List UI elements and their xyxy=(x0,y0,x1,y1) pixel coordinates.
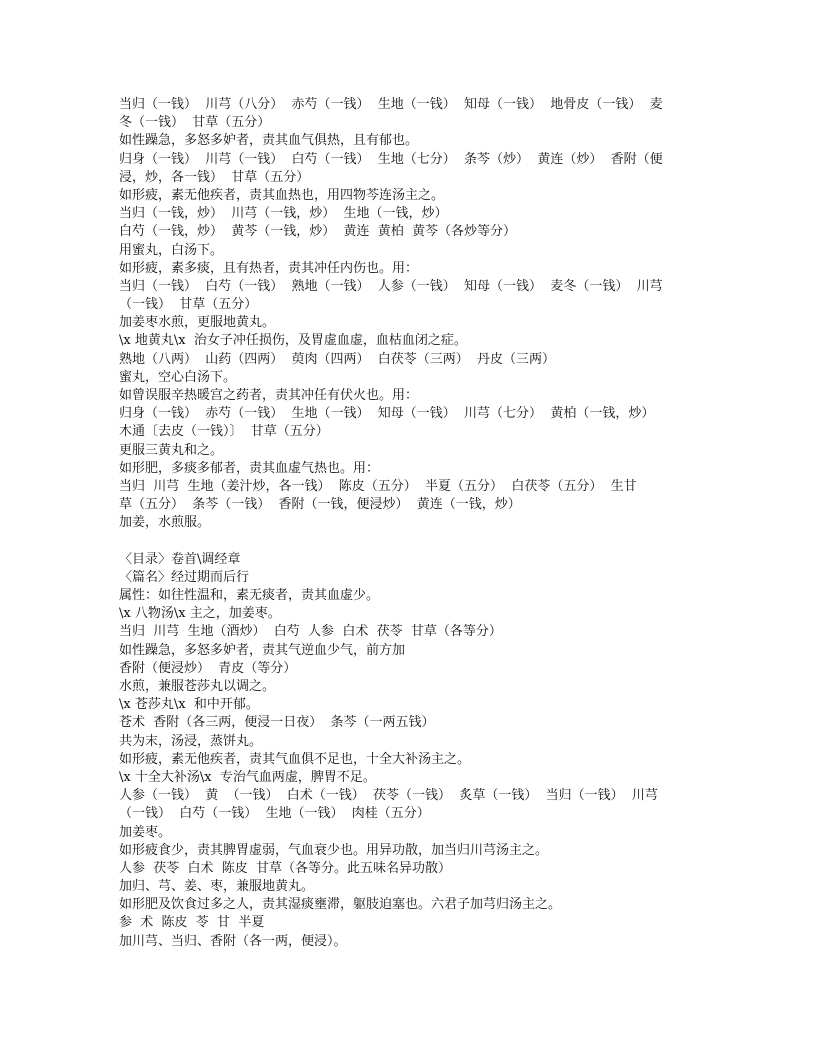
text-line: 参 术 陈皮 苓 甘 半夏 xyxy=(119,915,265,931)
text-line: 当归（一钱，炒） 川芎（一钱，炒） 生地（一钱，炒） xyxy=(119,206,448,222)
text-line: 当归（一钱） 白芍（一钱） 熟地（一钱） 人参（一钱） 知母（一钱） 麦冬（一钱） 川芎 xyxy=(119,278,663,294)
text-line: 冬（一钱） 甘草（五分） xyxy=(119,115,271,131)
text-line: 属性：如往性温和，素无痰者，责其血虚少。 xyxy=(119,588,380,604)
text-line: 人参 茯苓 白术 陈皮 甘草（各等分。此五味名异功散） xyxy=(119,860,452,876)
text-line: 归身（一钱） 川芎（一钱） 白芍（一钱） 生地（七分） 条芩（炒） 黄连（炒） 香附（便 xyxy=(119,151,663,167)
text-line: 如形肥，多痰多郁者，责其血虚气热也。用： xyxy=(119,460,380,476)
text-line: 如性躁急，多怒多妒者，责其血气俱热，且有郁也。 xyxy=(119,133,419,149)
text-line: 如性躁急，多怒多妒者，责其气逆血少气，前方加 xyxy=(119,642,406,658)
text-line: 如形疲，素多痰，且有热者，责其冲任内伤也。用： xyxy=(119,260,419,276)
text-line: 草（五分） 条芩（一钱） 香附（一钱，便浸炒） 黄连（一钱，炒） xyxy=(119,497,521,513)
text-line: 〈篇名〉经过期而后行 xyxy=(119,569,250,585)
text-line: 如形疲，素无他疾者，责其血热也，用四物芩连汤主之。 xyxy=(119,187,445,203)
text-line: 加川芎、当归、香附（各一两，便浸）。 xyxy=(119,933,347,949)
text-line: 香附（便浸炒） 青皮（等分） xyxy=(119,660,297,676)
text-line: 白芍（一钱，炒） 黄芩（一钱，炒） 黄连 黄柏 黄芩（各炒等分） xyxy=(119,224,517,240)
text-line: 如曾误服辛热暖宫之药者，责其冲任有伏火也。用： xyxy=(119,388,419,403)
text-line: 加姜枣。 xyxy=(119,824,172,840)
text-line: 如形疲，素无他疾者，责其气血俱不足也，十全大补汤主之。 xyxy=(119,751,471,767)
text-line: 当归（一钱） 川芎（八分） 赤芍（一钱） 生地（一钱） 知母（一钱） 地骨皮（一钱） 麦 xyxy=(119,97,663,112)
text-line: 〈目录〉卷首\调经章 xyxy=(119,551,241,567)
text-line: 用蜜丸，白汤下。 xyxy=(119,242,224,258)
text-line: \x 地黄丸\x 治女子冲任损伤，及胃虚血虚，血枯血闭之症。 xyxy=(119,333,467,349)
text-line: \x 苍莎丸\x 和中开郁。 xyxy=(119,697,259,713)
text-line: \x 八物汤\x 主之，加姜枣。 xyxy=(119,606,281,622)
text-line: 如形疲食少，责其脾胃虚弱，气血衰少也。用异功散，加当归川芎汤主之。 xyxy=(119,842,549,858)
text-line: 加归、芎、姜、枣，兼服地黄丸。 xyxy=(119,879,315,895)
text-line: 当归 川芎 生地（酒炒） 白芍 人参 白术 茯苓 甘草（各等分） xyxy=(119,624,502,640)
text-line: 加姜，水煎服。 xyxy=(119,515,211,531)
text-line: 水煎，兼服苍莎丸以调之。 xyxy=(119,679,276,694)
text-line: 加姜枣水煎，更服地黄丸。 xyxy=(119,315,276,331)
text-line: 共为末，汤浸，蒸饼丸。 xyxy=(119,733,263,749)
text-line: 更服三黄丸和之。 xyxy=(119,442,224,458)
document-body xyxy=(119,96,709,951)
text-line: 蜜丸，空心白汤下。 xyxy=(119,369,237,385)
text-line xyxy=(119,533,709,551)
text-line: 苍术 香附（各三两，便浸一日夜） 条芩（一两五钱） xyxy=(119,715,435,731)
text-line: 人参（一钱） 黄 （一钱） 白术（一钱） 茯苓（一钱） 炙草（一钱） 当归（一钱） 川芎 xyxy=(119,788,658,804)
text-line: 当归 川芎 生地（姜汁炒，各一钱） 陈皮（五分） 半夏（五分） 白茯苓（五分） 生甘 xyxy=(119,478,637,494)
text-line: 如形肥及饮食过多之人，责其湿痰壅滞，躯肢迫塞也。六君子加芎归汤主之。 xyxy=(119,897,562,913)
text-line: 熟地（八两） 山药（四两） 萸肉（四两） 白茯苓（三两） 丹皮（三两） xyxy=(119,351,556,367)
text-line: \x 十全大补汤\x 专治气血两虚，脾胃不足。 xyxy=(119,769,376,785)
text-line: （一钱） 甘草（五分） xyxy=(119,297,258,313)
text-line: 归身（一钱） 赤芍（一钱） 生地（一钱） 知母（一钱） 川芎（七分） 黄柏（一钱，炒） xyxy=(119,406,655,422)
text-line: （一钱） 白芍（一钱） 生地（一钱） 肉桂（五分） xyxy=(119,806,430,822)
text-line: 浸，炒，各一钱） 甘草（五分） xyxy=(119,169,310,185)
text-line: 木通〔去皮（一钱）〕 甘草（五分） xyxy=(119,424,329,440)
